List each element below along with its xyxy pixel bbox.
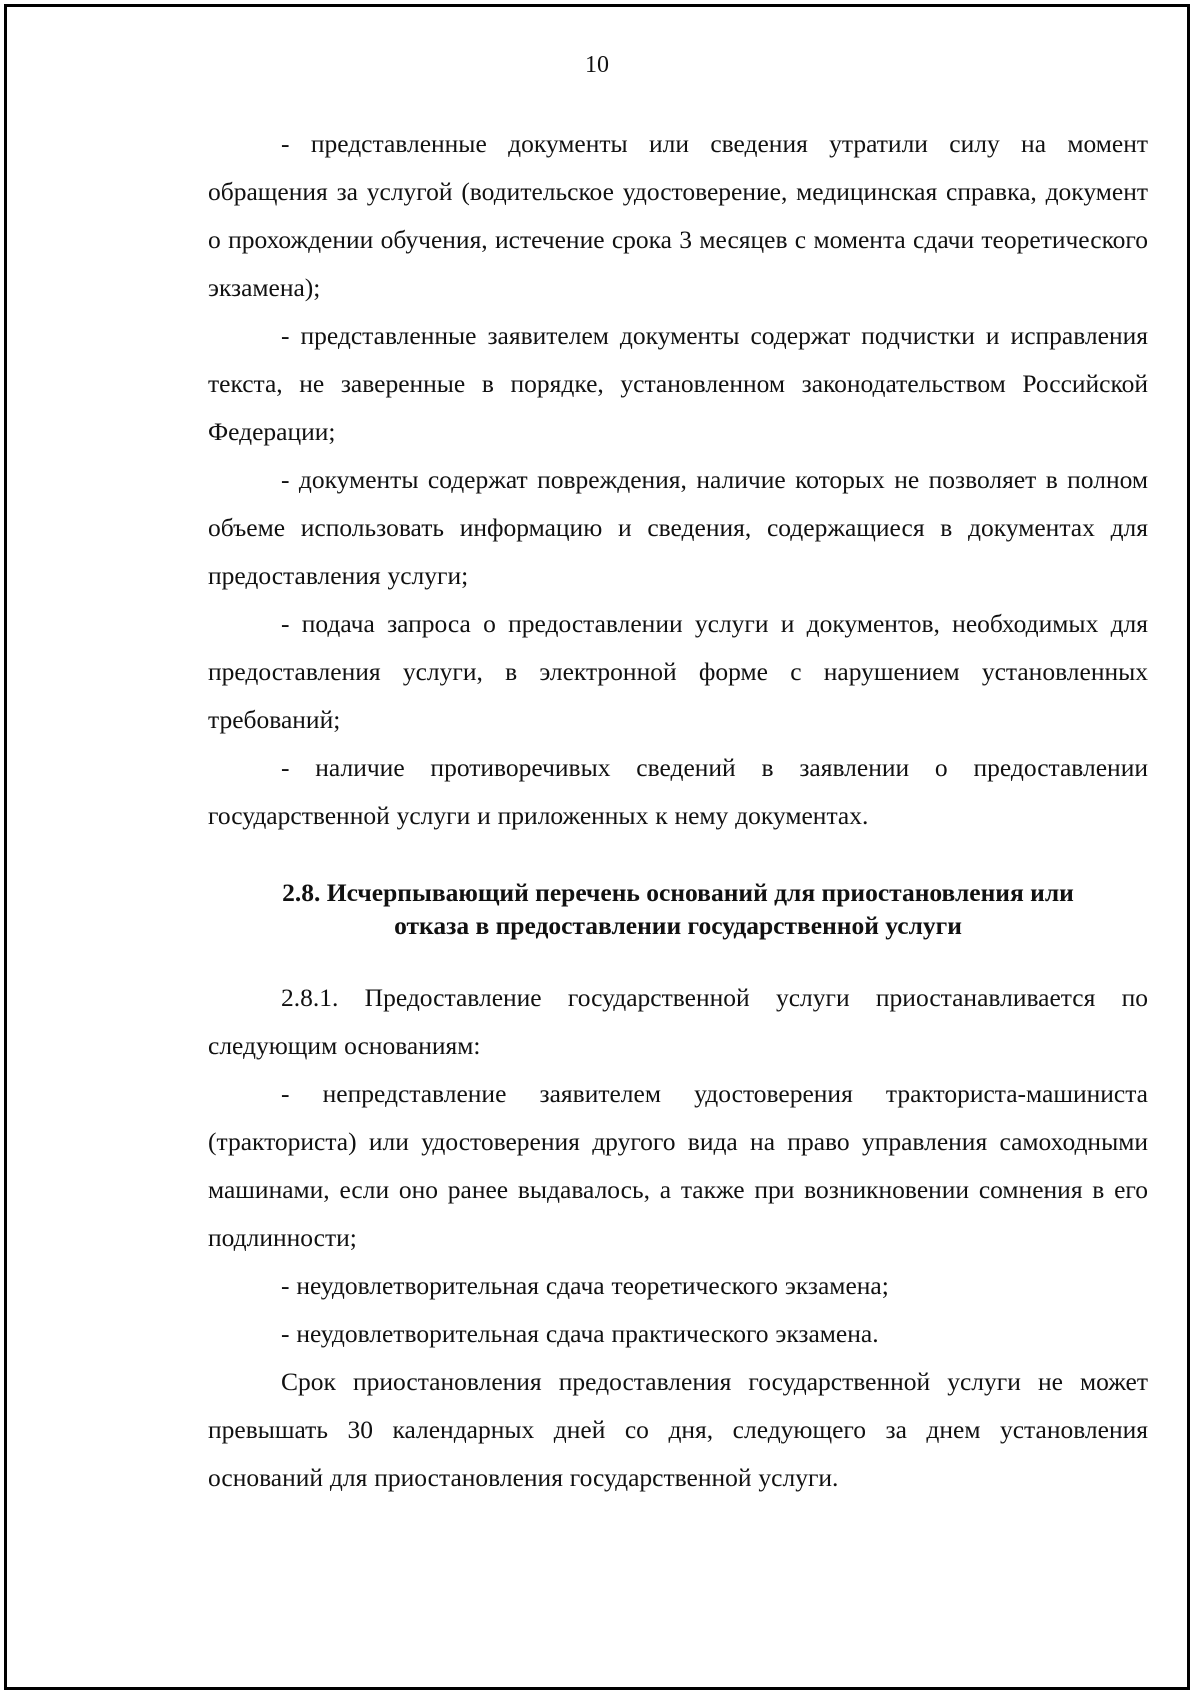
- section-heading-line-2: отказа в предоставлении государственной услуги: [394, 911, 962, 940]
- paragraph-license-not-submitted: - непредставление заявителем удостоверения тракториста-машиниста (тракториста) или удостоверения другого вида на право управления самоходными машинами, если оно ранее выдавалось, а также при возникновении сомнения в его подлинности;: [208, 1079, 1148, 1252]
- paragraph-suspension-term: Срок приостановления предоставления государственной услуги не может превышать 30 календарных дней со дня, следующего за днем установления оснований для приостановления государственной услуги.: [208, 1367, 1148, 1492]
- section-heading-line-1: 2.8. Исчерпывающий перечень оснований для приостановления или: [282, 878, 1074, 907]
- paragraph-electronic-request-violation: - подача запроса о предоставлении услуги и документов, необходимых для предоставления услуги, в электронной форме с нарушением установленных требований;: [208, 609, 1148, 734]
- paragraph-documents-damaged: - документы содержат повреждения, наличие которых не позволяет в полном объеме использовать информацию и сведения, содержащиеся в документах для предоставления услуги;: [208, 465, 1148, 590]
- paragraph-practical-exam-failed: - неудовлетворительная сдача практического экзамена.: [281, 1319, 879, 1348]
- page-number: 10: [585, 52, 609, 78]
- paragraph-contradictory-information: - наличие противоречивых сведений в заявлении о предоставлении государственной услуги и приложенных к нему документах.: [208, 753, 1148, 830]
- section-heading-2-8: [208, 840, 1148, 974]
- document-page: [4, 4, 1190, 1690]
- paragraph-documents-expired: - представленные документы или сведения утратили силу на момент обращения за услугой (водительское удостоверение, медицинская справка, документ о прохождении обучения, истечение срока 3 месяцев с момента сдачи теоретического экзамена);: [208, 129, 1148, 302]
- document-body: [208, 120, 1148, 1502]
- paragraph-documents-erasures: - представленные заявителем документы содержат подчистки и исправления текста, не заверенные в порядке, установленном законодательством Российской Федерации;: [208, 321, 1148, 446]
- paragraph-theory-exam-failed: - неудовлетворительная сдача теоретического экзамена;: [281, 1271, 889, 1300]
- paragraph-2-8-1-grounds: 2.8.1. Предоставление государственной услуги приостанавливается по следующим основаниям:: [208, 983, 1148, 1060]
